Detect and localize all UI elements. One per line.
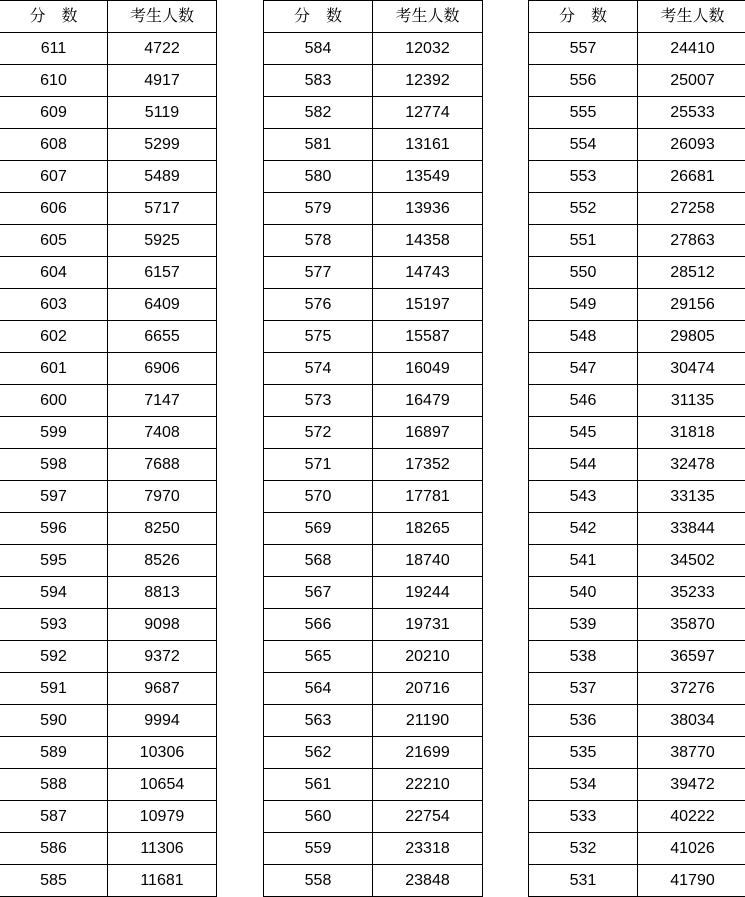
count-cell: 37276 (638, 673, 745, 705)
score-cell: 534 (529, 769, 638, 801)
count-cell: 10979 (108, 801, 217, 833)
table-row (529, 705, 745, 737)
count-cell: 40222 (638, 801, 745, 833)
table-row (0, 353, 217, 385)
score-table-3 (528, 0, 745, 897)
table-row (529, 193, 745, 225)
score-header: 分 数 (0, 1, 108, 33)
score-cell: 556 (529, 65, 638, 97)
table-row (264, 129, 483, 161)
count-cell: 29805 (638, 321, 745, 353)
table-row (0, 609, 217, 641)
table-row (0, 705, 217, 737)
count-cell: 9687 (108, 673, 217, 705)
count-cell: 6409 (108, 289, 217, 321)
score-cell: 605 (0, 225, 108, 257)
count-cell: 6906 (108, 353, 217, 385)
table-row (529, 801, 745, 833)
count-cell: 22754 (373, 801, 483, 833)
score-cell: 585 (0, 865, 108, 897)
score-cell: 603 (0, 289, 108, 321)
count-cell: 8526 (108, 545, 217, 577)
score-cell: 582 (264, 97, 373, 129)
table-row (0, 257, 217, 289)
count-cell: 7147 (108, 385, 217, 417)
score-cell: 592 (0, 641, 108, 673)
table-row (529, 65, 745, 97)
score-cell: 598 (0, 449, 108, 481)
score-cell: 593 (0, 609, 108, 641)
table-body (264, 1, 483, 897)
score-cell: 583 (264, 65, 373, 97)
score-cell: 542 (529, 513, 638, 545)
score-cell: 576 (264, 289, 373, 321)
table-row (529, 545, 745, 577)
score-cell: 549 (529, 289, 638, 321)
score-cell: 543 (529, 481, 638, 513)
score-cell: 579 (264, 193, 373, 225)
score-cell: 560 (264, 801, 373, 833)
score-cell: 558 (264, 865, 373, 897)
table-row (529, 321, 745, 353)
count-cell: 41790 (638, 865, 745, 897)
table-row (529, 737, 745, 769)
score-cell: 541 (529, 545, 638, 577)
score-cell: 564 (264, 673, 373, 705)
table-row (0, 449, 217, 481)
count-cell: 38770 (638, 737, 745, 769)
table-row (529, 577, 745, 609)
count-cell: 12392 (373, 65, 483, 97)
table-row (529, 609, 745, 641)
table-row (264, 321, 483, 353)
table-row (264, 769, 483, 801)
score-cell: 537 (529, 673, 638, 705)
table-row (264, 577, 483, 609)
score-cell: 562 (264, 737, 373, 769)
table-row (0, 417, 217, 449)
table-row (264, 417, 483, 449)
table-row (529, 417, 745, 449)
table-row (529, 353, 745, 385)
table-row (264, 449, 483, 481)
table-row (529, 97, 745, 129)
count-cell: 11681 (108, 865, 217, 897)
table-row (264, 225, 483, 257)
table-row (529, 769, 745, 801)
table-row (0, 481, 217, 513)
count-cell: 23318 (373, 833, 483, 865)
count-cell: 17352 (373, 449, 483, 481)
table-row (529, 481, 745, 513)
count-cell: 5299 (108, 129, 217, 161)
table-row (0, 801, 217, 833)
table-row (0, 33, 217, 65)
table-row (529, 33, 745, 65)
count-cell: 24410 (638, 33, 745, 65)
count-cell: 13936 (373, 193, 483, 225)
table-row (0, 129, 217, 161)
count-cell: 5925 (108, 225, 217, 257)
count-cell: 36597 (638, 641, 745, 673)
score-cell: 573 (264, 385, 373, 417)
score-cell: 551 (529, 225, 638, 257)
table-row (0, 193, 217, 225)
table-row (264, 641, 483, 673)
count-cell: 5717 (108, 193, 217, 225)
count-cell: 9994 (108, 705, 217, 737)
score-cell: 554 (529, 129, 638, 161)
count-cell: 19244 (373, 577, 483, 609)
score-cell: 578 (264, 225, 373, 257)
count-cell: 13549 (373, 161, 483, 193)
count-cell: 5119 (108, 97, 217, 129)
count-cell: 9372 (108, 641, 217, 673)
count-cell: 8250 (108, 513, 217, 545)
count-cell: 7688 (108, 449, 217, 481)
count-cell: 33135 (638, 481, 745, 513)
count-cell: 12774 (373, 97, 483, 129)
table-row (0, 673, 217, 705)
count-cell: 41026 (638, 833, 745, 865)
table-row (264, 353, 483, 385)
table-row (264, 385, 483, 417)
score-cell: 610 (0, 65, 108, 97)
score-cell: 568 (264, 545, 373, 577)
score-cell: 566 (264, 609, 373, 641)
score-cell: 609 (0, 97, 108, 129)
count-cell: 4917 (108, 65, 217, 97)
score-cell: 588 (0, 769, 108, 801)
table-row (264, 193, 483, 225)
table-body (529, 1, 745, 897)
score-cell: 536 (529, 705, 638, 737)
count-header: 考生人数 (108, 1, 217, 33)
table-row (529, 225, 745, 257)
table-row (264, 801, 483, 833)
count-cell: 23848 (373, 865, 483, 897)
count-cell: 20716 (373, 673, 483, 705)
table-row (529, 257, 745, 289)
score-cell: 572 (264, 417, 373, 449)
score-cell: 539 (529, 609, 638, 641)
score-cell: 545 (529, 417, 638, 449)
score-cell: 600 (0, 385, 108, 417)
table-row (264, 257, 483, 289)
score-cell: 533 (529, 801, 638, 833)
count-cell: 20210 (373, 641, 483, 673)
count-cell: 22210 (373, 769, 483, 801)
score-cell: 597 (0, 481, 108, 513)
table-header-row (529, 1, 745, 33)
table-row (264, 737, 483, 769)
count-cell: 27258 (638, 193, 745, 225)
table-row (264, 545, 483, 577)
score-cell: 590 (0, 705, 108, 737)
count-cell: 25007 (638, 65, 745, 97)
table-row (264, 97, 483, 129)
table-row (529, 865, 745, 897)
score-cell: 596 (0, 513, 108, 545)
score-cell: 559 (264, 833, 373, 865)
count-cell: 7408 (108, 417, 217, 449)
count-cell: 4722 (108, 33, 217, 65)
score-cell: 595 (0, 545, 108, 577)
count-cell: 35233 (638, 577, 745, 609)
count-cell: 31135 (638, 385, 745, 417)
score-cell: 577 (264, 257, 373, 289)
score-cell: 552 (529, 193, 638, 225)
count-cell: 14743 (373, 257, 483, 289)
score-cell: 570 (264, 481, 373, 513)
score-cell: 544 (529, 449, 638, 481)
table-row (0, 737, 217, 769)
score-cell: 602 (0, 321, 108, 353)
count-cell: 10306 (108, 737, 217, 769)
table-row (264, 289, 483, 321)
table-row (264, 673, 483, 705)
score-cell: 557 (529, 33, 638, 65)
score-cell: 601 (0, 353, 108, 385)
table-row (0, 225, 217, 257)
count-cell: 29156 (638, 289, 745, 321)
score-cell: 580 (264, 161, 373, 193)
table-row (529, 449, 745, 481)
score-header: 分 数 (264, 1, 373, 33)
table-row (0, 545, 217, 577)
count-cell: 10654 (108, 769, 217, 801)
count-cell: 21699 (373, 737, 483, 769)
count-cell: 15587 (373, 321, 483, 353)
count-cell: 6655 (108, 321, 217, 353)
count-header: 考生人数 (638, 1, 745, 33)
table-row (529, 673, 745, 705)
count-cell: 14358 (373, 225, 483, 257)
count-cell: 6157 (108, 257, 217, 289)
count-cell: 11306 (108, 833, 217, 865)
score-cell: 611 (0, 33, 108, 65)
score-cell: 567 (264, 577, 373, 609)
score-cell: 606 (0, 193, 108, 225)
table-header-row (264, 1, 483, 33)
score-cell: 604 (0, 257, 108, 289)
score-cell: 586 (0, 833, 108, 865)
score-cell: 575 (264, 321, 373, 353)
table-row (264, 833, 483, 865)
score-cell: 561 (264, 769, 373, 801)
score-cell: 531 (529, 865, 638, 897)
count-cell: 26093 (638, 129, 745, 161)
score-cell: 565 (264, 641, 373, 673)
score-cell: 589 (0, 737, 108, 769)
score-cell: 587 (0, 801, 108, 833)
count-cell: 17781 (373, 481, 483, 513)
table-row (0, 513, 217, 545)
count-cell: 30474 (638, 353, 745, 385)
count-cell: 12032 (373, 33, 483, 65)
table-row (264, 705, 483, 737)
score-cell: 563 (264, 705, 373, 737)
count-cell: 16049 (373, 353, 483, 385)
count-cell: 35870 (638, 609, 745, 641)
score-cell: 553 (529, 161, 638, 193)
count-cell: 9098 (108, 609, 217, 641)
table-row (529, 161, 745, 193)
score-cell: 569 (264, 513, 373, 545)
count-cell: 33844 (638, 513, 745, 545)
score-cell: 555 (529, 97, 638, 129)
score-cell: 535 (529, 737, 638, 769)
count-cell: 32478 (638, 449, 745, 481)
table-row (0, 321, 217, 353)
score-cell: 548 (529, 321, 638, 353)
count-cell: 31818 (638, 417, 745, 449)
count-cell: 27863 (638, 225, 745, 257)
table-row (0, 865, 217, 897)
table-row (0, 289, 217, 321)
score-cell: 608 (0, 129, 108, 161)
table-row (0, 65, 217, 97)
count-cell: 18265 (373, 513, 483, 545)
table-row (529, 289, 745, 321)
count-cell: 39472 (638, 769, 745, 801)
score-cell: 584 (264, 33, 373, 65)
score-cell: 571 (264, 449, 373, 481)
count-cell: 19731 (373, 609, 483, 641)
table-row (0, 577, 217, 609)
score-cell: 547 (529, 353, 638, 385)
count-cell: 34502 (638, 545, 745, 577)
table-row (529, 385, 745, 417)
score-table-2 (263, 0, 483, 897)
table-row (264, 33, 483, 65)
count-cell: 18740 (373, 545, 483, 577)
count-cell: 25533 (638, 97, 745, 129)
count-cell: 8813 (108, 577, 217, 609)
table-row (0, 97, 217, 129)
table-row (264, 865, 483, 897)
count-cell: 26681 (638, 161, 745, 193)
table-row (264, 65, 483, 97)
table-row (529, 513, 745, 545)
table-row (0, 769, 217, 801)
score-cell: 581 (264, 129, 373, 161)
table-header-row (0, 1, 217, 33)
table-row (529, 641, 745, 673)
score-cell: 591 (0, 673, 108, 705)
table-row (0, 641, 217, 673)
count-cell: 7970 (108, 481, 217, 513)
table-row (0, 161, 217, 193)
count-cell: 13161 (373, 129, 483, 161)
score-cell: 538 (529, 641, 638, 673)
table-row (264, 481, 483, 513)
count-cell: 16479 (373, 385, 483, 417)
count-cell: 16897 (373, 417, 483, 449)
score-cell: 574 (264, 353, 373, 385)
score-cell: 607 (0, 161, 108, 193)
score-table-1 (0, 0, 217, 897)
count-cell: 21190 (373, 705, 483, 737)
score-cell: 546 (529, 385, 638, 417)
table-row (264, 513, 483, 545)
score-cell: 594 (0, 577, 108, 609)
count-header: 考生人数 (373, 1, 483, 33)
score-cell: 540 (529, 577, 638, 609)
score-cell: 599 (0, 417, 108, 449)
table-body (0, 1, 217, 897)
count-cell: 5489 (108, 161, 217, 193)
table-row (264, 161, 483, 193)
table-row (264, 609, 483, 641)
table-row (529, 129, 745, 161)
count-cell: 15197 (373, 289, 483, 321)
table-row (529, 833, 745, 865)
score-header: 分 数 (529, 1, 638, 33)
count-cell: 38034 (638, 705, 745, 737)
score-cell: 532 (529, 833, 638, 865)
table-row (0, 833, 217, 865)
score-cell: 550 (529, 257, 638, 289)
table-row (0, 385, 217, 417)
count-cell: 28512 (638, 257, 745, 289)
